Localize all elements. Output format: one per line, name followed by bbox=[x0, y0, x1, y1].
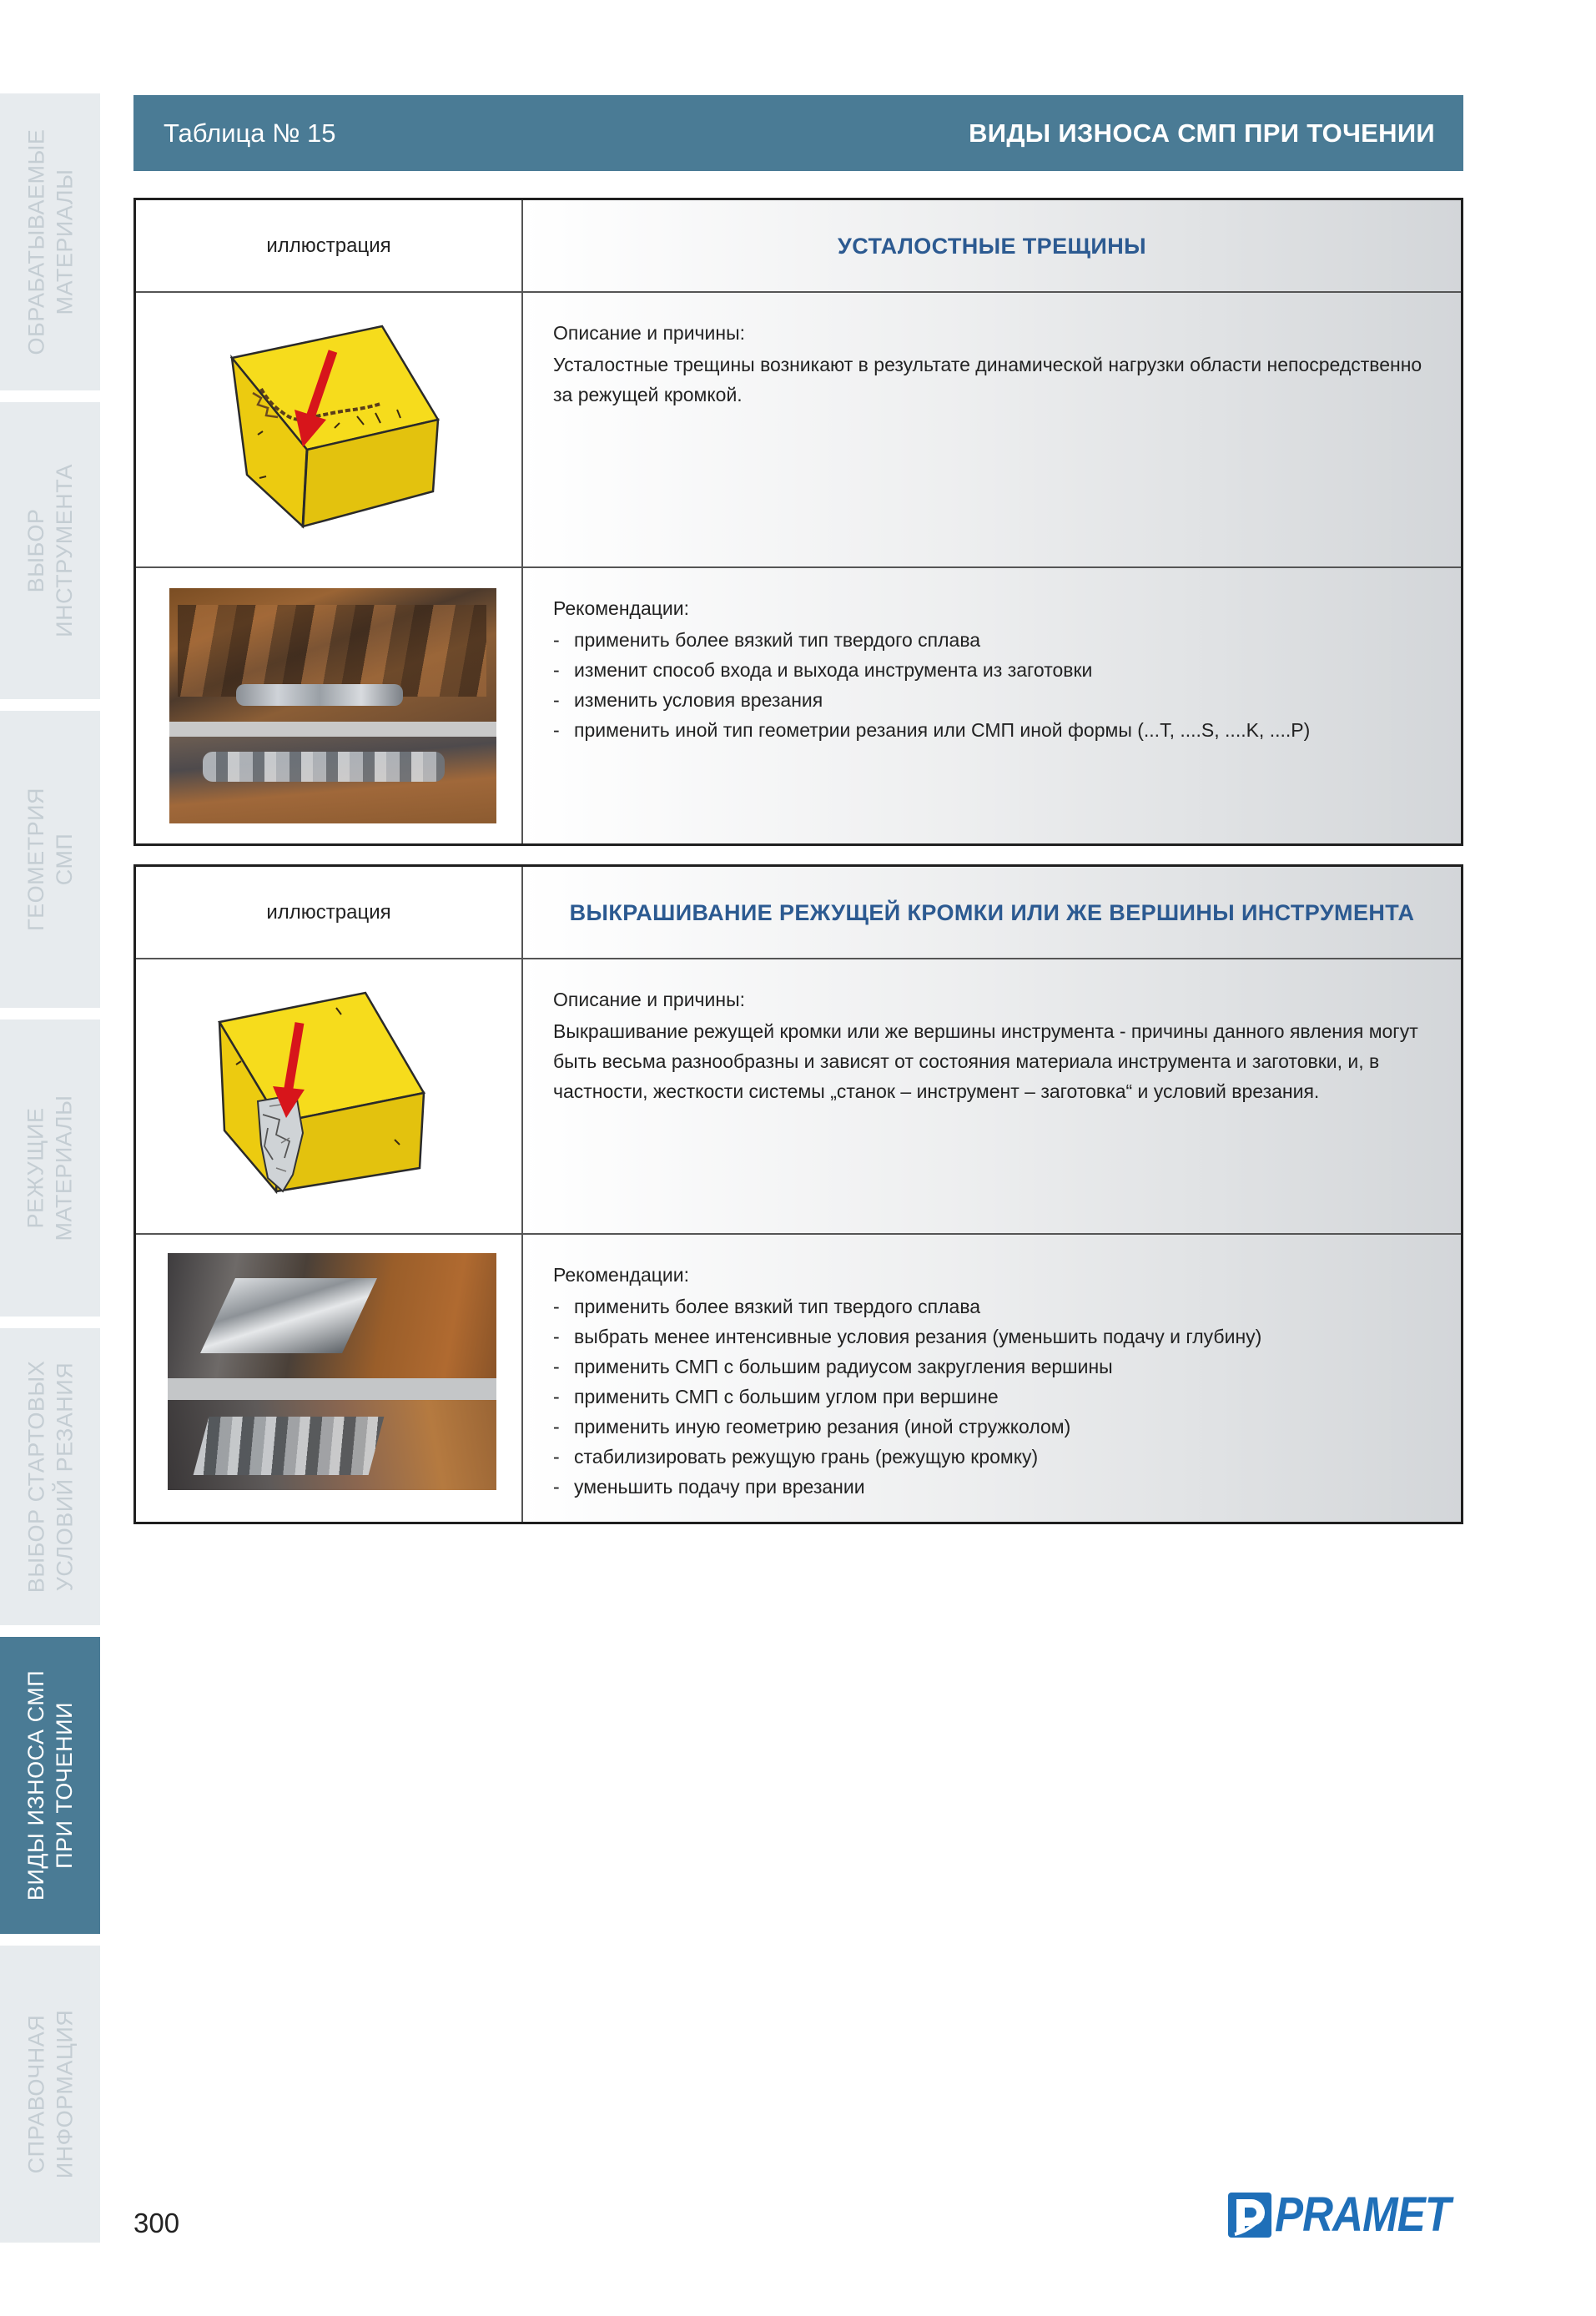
wear-photo bbox=[168, 1253, 496, 1490]
page-number: 300 bbox=[133, 2208, 180, 2238]
recommendations-list bbox=[553, 1291, 1432, 1502]
description-row bbox=[136, 293, 1461, 568]
list-item: - применить иной тип геометрии резания или СМП иной формы (...T, ....S, ....K, ....P) bbox=[553, 715, 1432, 745]
description-cell bbox=[523, 959, 1461, 1233]
table-header-row bbox=[136, 867, 1461, 959]
list-item: - применить СМП с большим углом при вершине bbox=[553, 1382, 1432, 1412]
sidebar-tab-label: ГЕОМЕТРИЯ СМП bbox=[23, 787, 78, 932]
table-header-bar bbox=[133, 95, 1463, 171]
sidebar-tab-label: ВИДЫ ИЗНОСА СМП ПРИ ТОЧЕНИИ bbox=[23, 1669, 78, 1901]
sidebar-tab-starting-conditions[interactable] bbox=[0, 1328, 100, 1625]
recommendations-label: Рекомендации: bbox=[553, 597, 690, 619]
sidebar-tab-materials[interactable] bbox=[0, 93, 100, 390]
sidebar-tab-label: ВЫБОР ИНСТРУМЕНТА bbox=[23, 464, 78, 637]
list-item: - выбрать менее интенсивные условия резания (уменьшить подачу и глубину) bbox=[553, 1322, 1432, 1352]
recommendations-label: Рекомендации: bbox=[553, 1264, 690, 1286]
list-item: - применить СМП с большим радиусом закругления вершины bbox=[553, 1352, 1432, 1382]
illustration-cell bbox=[136, 293, 523, 566]
list-item: - стабилизировать режущую грань (режущую кромку) bbox=[553, 1442, 1432, 1472]
list-item: - изменит способ входа и выхода инструмента из заготовки bbox=[553, 655, 1432, 685]
sidebar-tab-wear-types[interactable] bbox=[0, 1637, 100, 1934]
sidebar-tab-cutting-materials[interactable] bbox=[0, 1020, 100, 1317]
table-number: Таблица № 15 bbox=[164, 118, 336, 148]
description-label: Описание и причины: bbox=[553, 322, 745, 344]
recommendations-cell bbox=[523, 1235, 1461, 1522]
illustration-label: иллюстрация bbox=[136, 867, 523, 958]
illustration-label: иллюстрация bbox=[136, 200, 523, 291]
recommendations-cell bbox=[523, 568, 1461, 843]
wear-table-fatigue-cracks bbox=[133, 198, 1463, 846]
photo-cell bbox=[136, 568, 523, 843]
logo-text: PRAMET bbox=[1275, 2188, 1451, 2242]
sidebar-tab-label: СПРАВОЧНАЯ ИНФОРМАЦИЯ bbox=[23, 2009, 77, 2179]
list-item: - изменить условия врезания bbox=[553, 685, 1432, 715]
pramet-logo-icon bbox=[1226, 2188, 1468, 2243]
list-item: - применить иную геометрию резания (иной стружколом) bbox=[553, 1412, 1432, 1442]
recommendations-row bbox=[136, 568, 1461, 843]
wear-photo bbox=[169, 588, 496, 823]
fatigue-crack-insert-icon bbox=[136, 293, 523, 568]
photo-cell bbox=[136, 1235, 523, 1522]
description-cell bbox=[523, 293, 1461, 566]
sidebar-tab-label: РЕЖУЩИЕ МАТЕРИАЛЫ bbox=[23, 1095, 77, 1241]
list-item: - применить более вязкий тип твердого сплава bbox=[553, 625, 1432, 655]
page-title: ВИДЫ ИЗНОСА СМП ПРИ ТОЧЕНИИ bbox=[969, 118, 1435, 148]
wear-table-edge-chipping bbox=[133, 864, 1463, 1524]
description-text: Выкрашивание режущей кромки или же вершины инструмента - причины данного явления могут быть весьма разнообразны и зависят от состояния материала инструмента и заготовки, и, в частности, жесткости системы „станок – инструмент – заготовка“ и условий врезания. bbox=[553, 1020, 1418, 1102]
edge-chipping-insert-icon bbox=[136, 959, 523, 1235]
sidebar-tab-reference[interactable] bbox=[0, 1946, 100, 2243]
sidebar-tab-tool-selection[interactable] bbox=[0, 402, 100, 699]
sidebar-tab-geometry[interactable] bbox=[0, 711, 100, 1008]
description-text: Усталостные трещины возникают в результате динамической нагрузки области непосредственно за режущей кромкой. bbox=[553, 354, 1422, 405]
illustration-cell bbox=[136, 959, 523, 1233]
recommendations-row bbox=[136, 1235, 1461, 1522]
description-label: Описание и причины: bbox=[553, 989, 745, 1010]
sidebar-tab-label: ОБРАБАТЫВАЕМЫЕ МАТЕРИАЛЫ bbox=[23, 128, 78, 355]
description-row bbox=[136, 959, 1461, 1235]
recommendations-list bbox=[553, 625, 1432, 745]
list-item: - применить более вязкий тип твердого сплава bbox=[553, 1291, 1432, 1322]
sidebar-tab-label: ВЫБОР СТАРТОВЫХ УСЛОВИЙ РЕЗАНИЯ bbox=[23, 1360, 78, 1594]
wear-type-title: УСТАЛОСТНЫЕ ТРЕЩИНЫ bbox=[838, 233, 1146, 259]
table-header-row bbox=[136, 200, 1461, 293]
list-item: - уменьшить подачу при врезании bbox=[553, 1472, 1432, 1502]
wear-type-title: ВЫКРАШИВАНИЕ РЕЖУЩЕЙ КРОМКИ ИЛИ ЖЕ ВЕРШИНЫ ИНСТРУМЕНТА bbox=[569, 899, 1415, 925]
